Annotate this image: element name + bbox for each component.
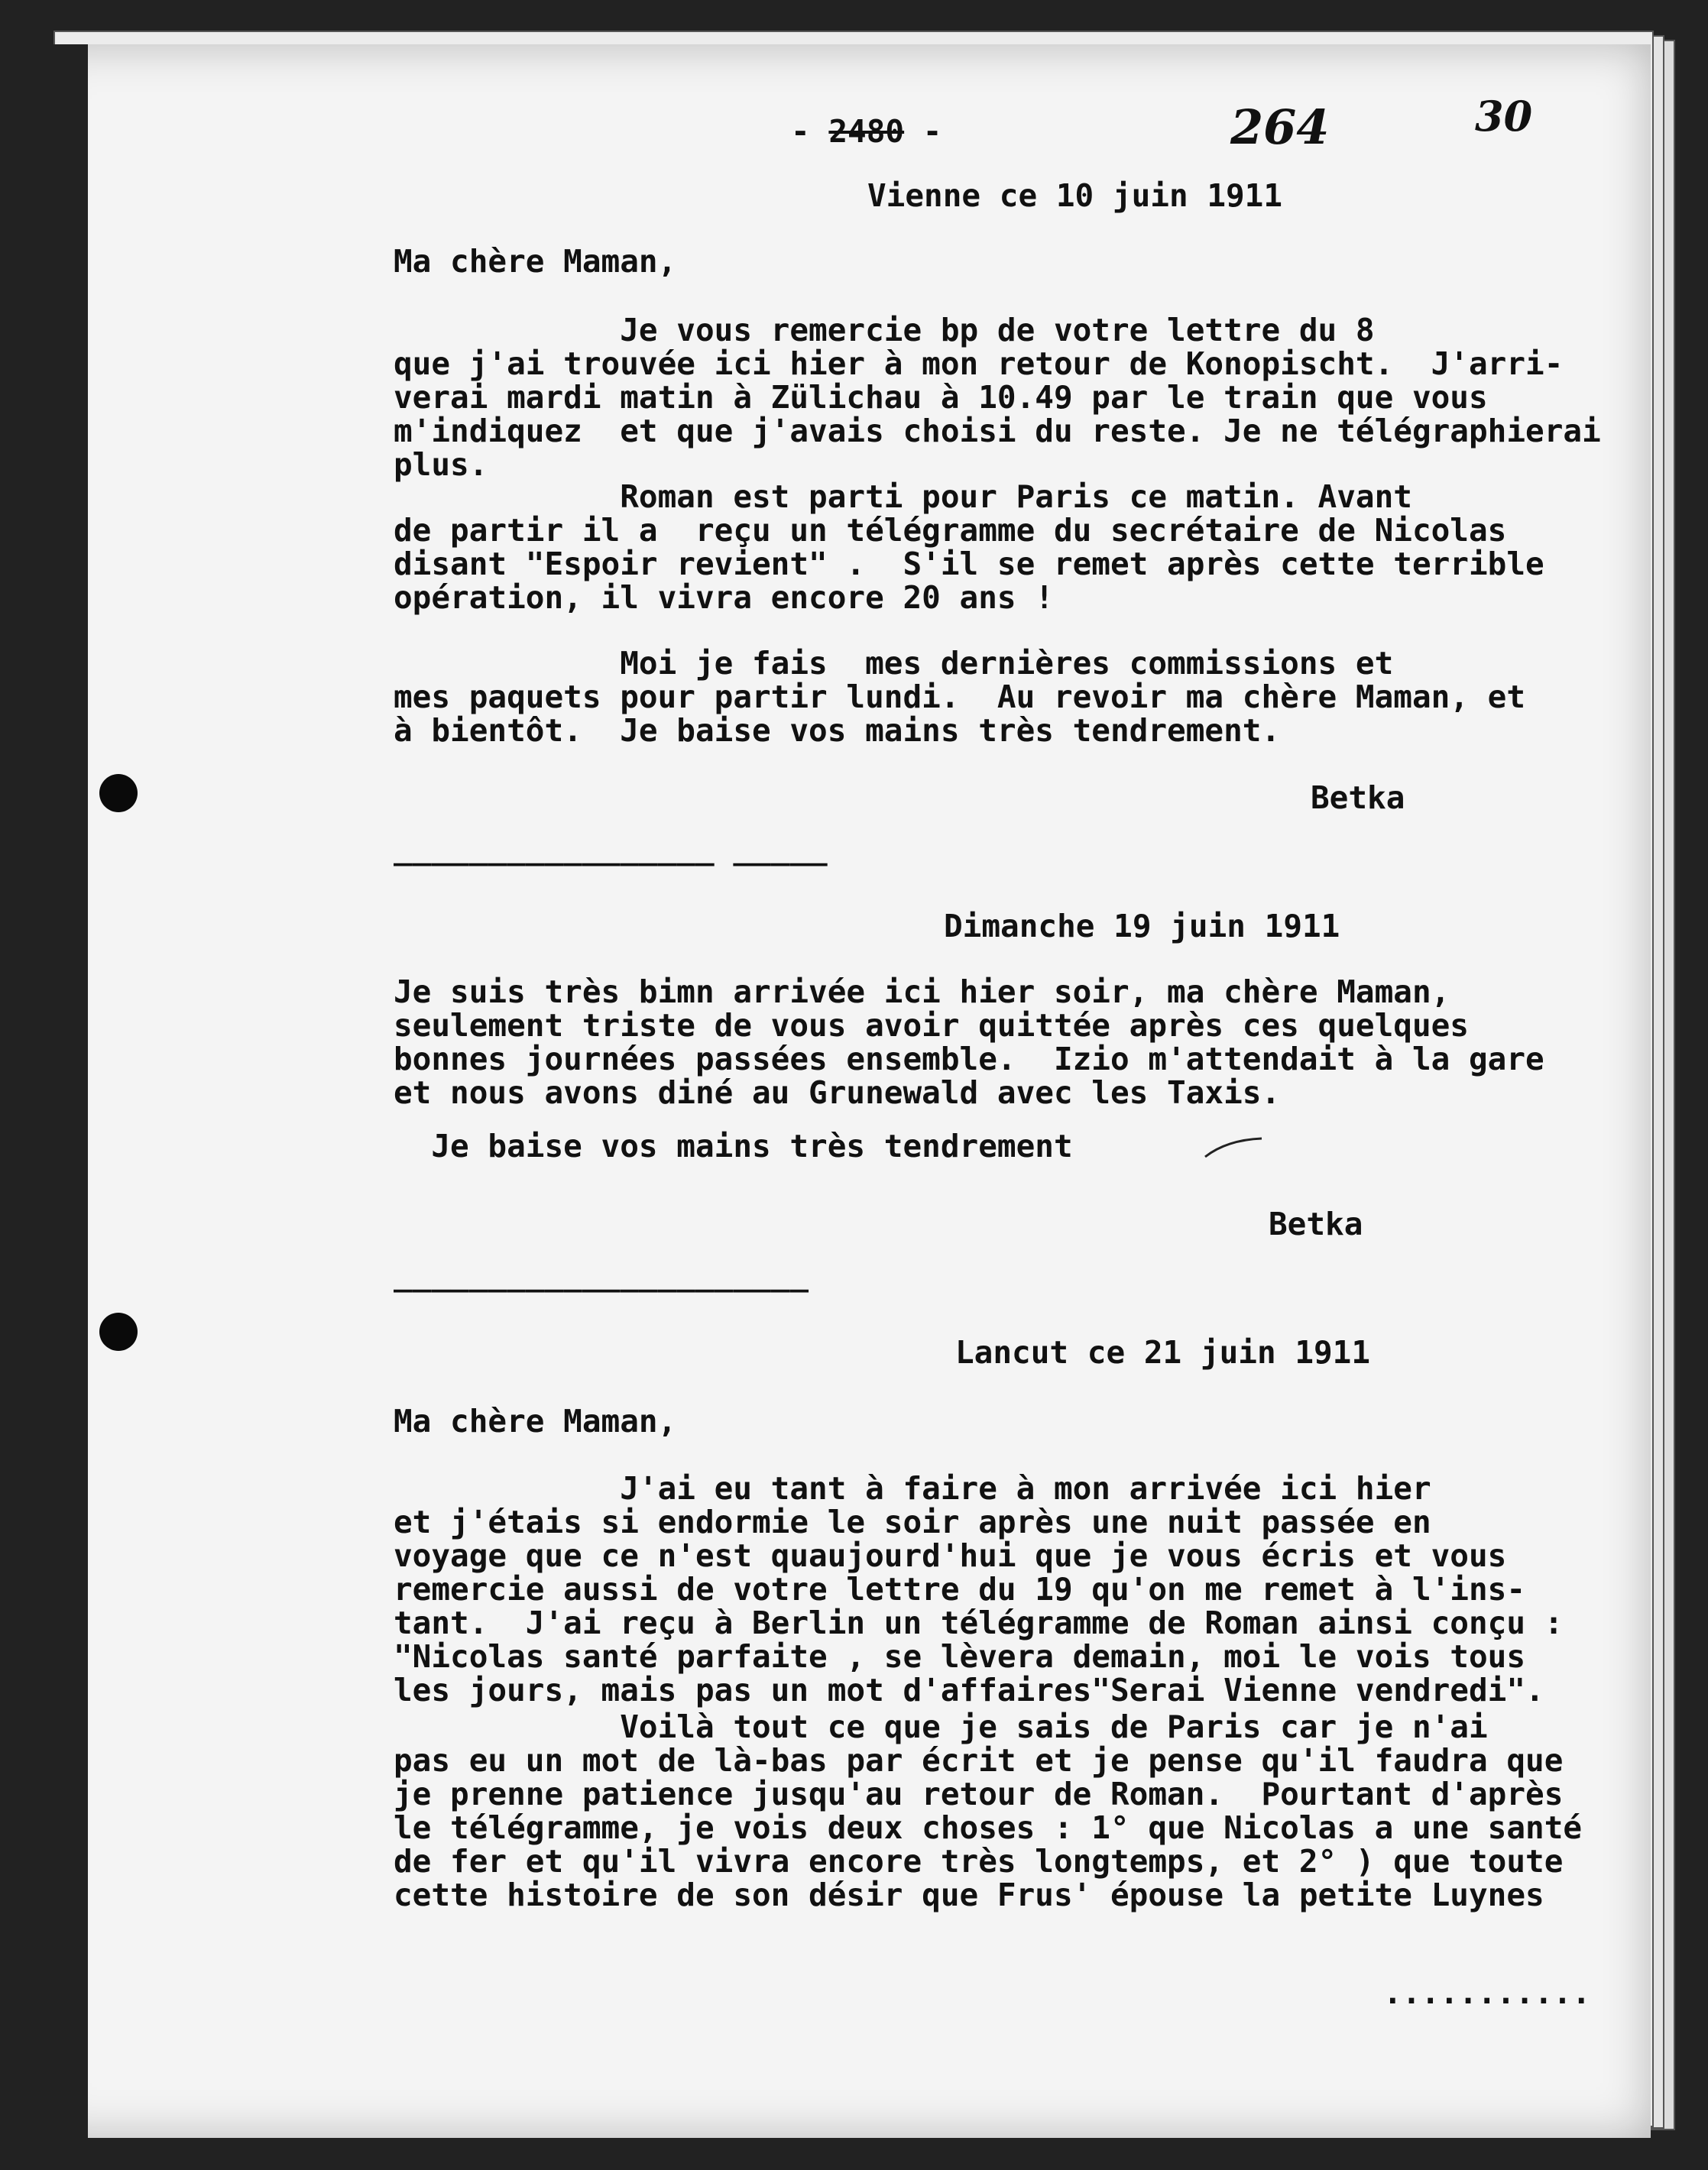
text-line: Je vous remercie bp de votre lettre du 8 bbox=[394, 312, 1375, 348]
text-line: m'indiquez et que j'avais choisi du reste. Je ne télégraphierai bbox=[394, 413, 1601, 449]
pen-mark bbox=[1204, 1137, 1265, 1160]
text-line: opération, il vivra encore 20 ans ! bbox=[394, 579, 1054, 616]
letter-1-paragraph-3 bbox=[394, 646, 1525, 747]
text-line: J'ai eu tant à faire à mon arrivée ici hier bbox=[394, 1470, 1431, 1507]
text-line: voyage que ce n'est quaujourd'hui que je vous écris et vous bbox=[394, 1537, 1507, 1574]
letter-1-signature: Betka bbox=[1311, 779, 1405, 816]
letter-1-paragraph-2 bbox=[394, 480, 1544, 614]
text-line: Voilà tout ce que je sais de Paris car je n'ai bbox=[394, 1708, 1488, 1745]
letter-3-paragraph-1 bbox=[394, 1472, 1563, 1707]
letter-3-paragraph-2 bbox=[394, 1710, 1582, 1912]
text-line: de fer et qu'il vivra encore très longtemps, et 2° ) que toute bbox=[394, 1843, 1564, 1880]
document-sheet bbox=[42, 44, 1651, 2138]
punch-hole bbox=[99, 1313, 138, 1351]
handwritten-folio: 264 bbox=[1230, 99, 1330, 155]
letter-2-separator: ______________________ bbox=[394, 1256, 809, 1293]
folio-number: 30 bbox=[1475, 92, 1533, 141]
text-line: à bientôt. Je baise vos mains très tendrement. bbox=[394, 712, 1281, 749]
text-line: plus. bbox=[394, 446, 488, 483]
text-line: et nous avons diné au Grunewald avec les Taxis. bbox=[394, 1074, 1281, 1111]
text-line: tant. J'ai reçu à Berlin un télégramme de Roman ainsi conçu : bbox=[394, 1605, 1564, 1641]
text-line: Roman est parti pour Paris ce matin. Avant bbox=[394, 478, 1412, 515]
letter-2-dateline: Dimanche 19 juin 1911 bbox=[944, 908, 1340, 944]
text-line: disant "Espoir revient" . S'il se remet après cette terrible bbox=[394, 546, 1544, 582]
text-line: mes paquets pour partir lundi. Au revoir ma chère Maman, et bbox=[394, 679, 1526, 715]
punch-hole bbox=[99, 774, 138, 812]
letter-2-signature: Betka bbox=[1269, 1206, 1363, 1242]
letter-1-dateline: Vienne ce 10 juin 1911 bbox=[867, 177, 1283, 214]
text-line: et j'étais si endormie le soir après une nuit passée en bbox=[394, 1504, 1431, 1540]
letter-1-separator: _________________ _____ bbox=[394, 830, 828, 866]
letter-1-paragraph-1 bbox=[394, 313, 1601, 481]
text-line: le télégramme, je vois deux choses : 1° que Nicolas a une santé bbox=[394, 1809, 1583, 1846]
letter-2-paragraph-1 bbox=[394, 975, 1544, 1109]
text-line: de partir il a reçu un télégramme du secrétaire de Nicolas bbox=[394, 512, 1507, 549]
page-number: - 2480 - bbox=[791, 113, 942, 150]
continuation-dots: ........... bbox=[1383, 1974, 1591, 2011]
text-line: Moi je fais mes dernières commissions et bbox=[394, 645, 1394, 682]
text-line: bonnes journées passées ensemble. Izio m'attendait à la gare bbox=[394, 1041, 1544, 1077]
text-line: Je suis très bimn arrivée ici hier soir, ma chère Maman, bbox=[394, 973, 1450, 1010]
text-line: je prenne patience jusqu'au retour de Roman. Pourtant d'après bbox=[394, 1776, 1564, 1812]
letter-3-dateline: Lancut ce 21 juin 1911 bbox=[955, 1334, 1371, 1371]
letter-3-salutation: Ma chère Maman, bbox=[394, 1403, 677, 1440]
text-line: pas eu un mot de là-bas par écrit et je pense qu'il faudra que bbox=[394, 1742, 1564, 1779]
text-line: seulement triste de vous avoir quittée après ces quelques bbox=[394, 1007, 1469, 1044]
text-line: les jours, mais pas un mot d'affaires"Serai Vienne vendredi". bbox=[394, 1672, 1544, 1708]
text-line: que j'ai trouvée ici hier à mon retour de Konopischt. J'arri- bbox=[394, 345, 1564, 382]
letter-1-salutation: Ma chère Maman, bbox=[394, 243, 677, 280]
text-line: "Nicolas santé parfaite , se lèvera demain, moi le vois tous bbox=[394, 1638, 1526, 1675]
letter-2-closing: Je baise vos mains très tendrement bbox=[394, 1128, 1073, 1164]
text-line: remercie aussi de votre lettre du 19 qu'on me remet à l'ins- bbox=[394, 1571, 1526, 1608]
binding-edge bbox=[42, 44, 88, 2138]
text-line: verai mardi matin à Zülichau à 10.49 par le train que vous bbox=[394, 379, 1488, 416]
text-line: cette histoire de son désir que Frus' épouse la petite Luynes bbox=[394, 1877, 1544, 1913]
